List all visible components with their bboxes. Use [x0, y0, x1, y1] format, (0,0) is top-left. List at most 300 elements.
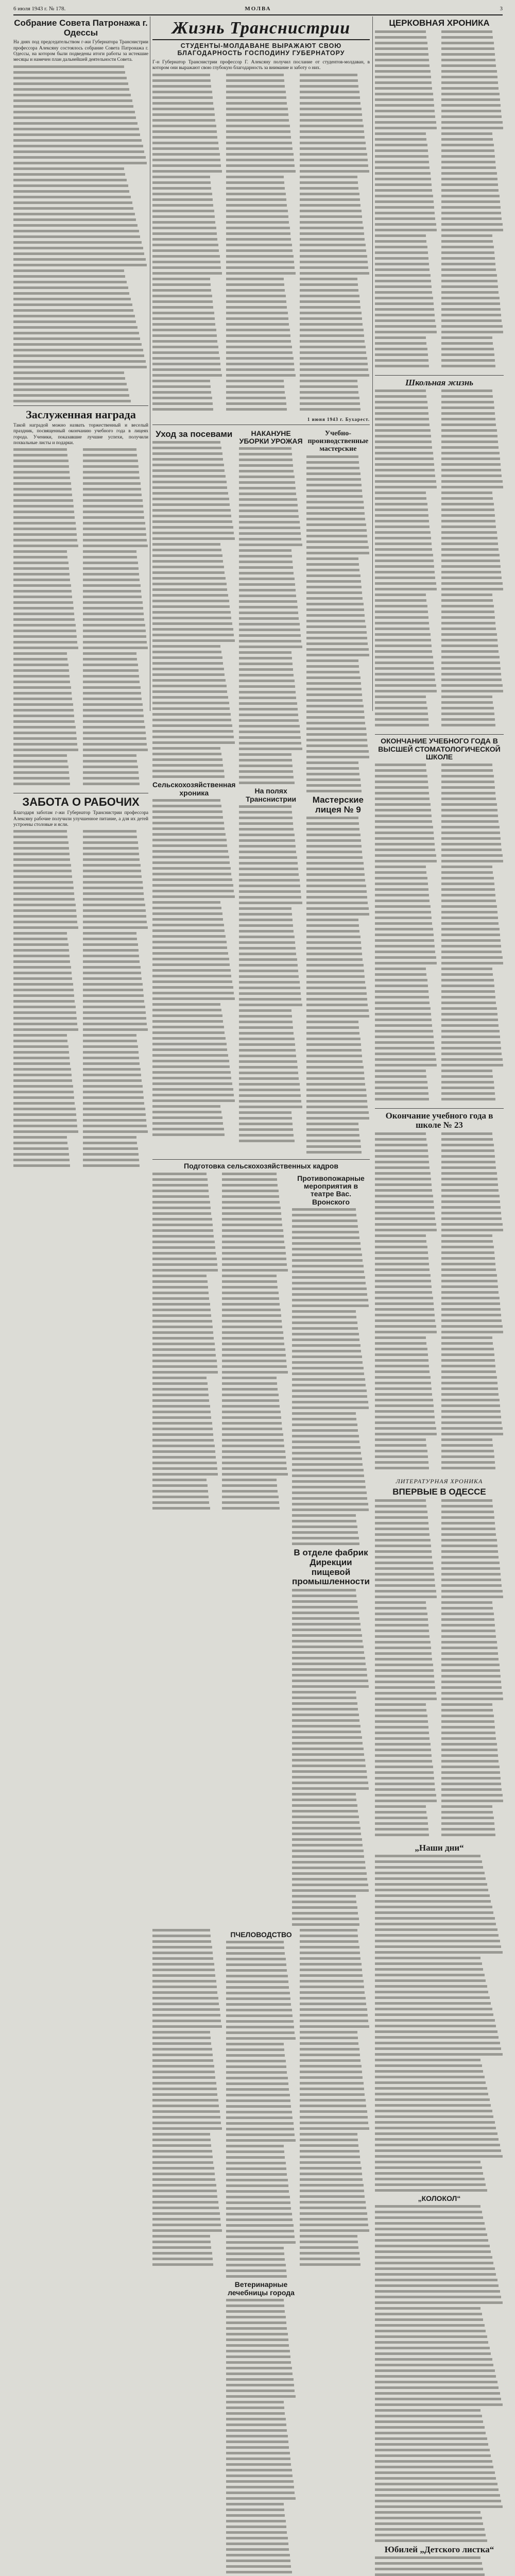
text-line [226, 2230, 294, 2232]
text-line [375, 2454, 491, 2457]
text-line [375, 1505, 426, 1507]
text-line [239, 515, 299, 518]
text-line [292, 1418, 356, 1420]
text-line [83, 938, 137, 940]
text-line [441, 1382, 497, 1384]
column-right [375, 16, 504, 2554]
text-line [441, 348, 494, 350]
text-line [375, 1579, 435, 1581]
text-line [292, 1282, 366, 1284]
text-line [222, 1269, 287, 1272]
text-line [222, 1207, 280, 1209]
text-line [375, 1291, 432, 1294]
text-line [292, 1872, 367, 1875]
text-line [441, 718, 495, 721]
text-line [83, 858, 140, 861]
text-line [441, 1081, 494, 1083]
text-line [152, 238, 217, 241]
text-line [441, 849, 502, 851]
text-line [300, 2020, 368, 2022]
text-line [441, 996, 495, 998]
text-line [375, 2534, 486, 2536]
text-line [239, 600, 297, 603]
text-line [226, 2116, 293, 2119]
text-line [152, 901, 220, 904]
text-line [226, 2299, 284, 2301]
text-line [226, 363, 294, 365]
text-line [375, 1064, 437, 1066]
text-line [375, 934, 434, 936]
text-line [13, 1062, 70, 1065]
text-line [375, 1251, 428, 1254]
text-line [83, 1102, 144, 1105]
text-line [375, 2047, 501, 2050]
text-line [152, 799, 220, 802]
text-line [375, 792, 429, 794]
text-line [375, 1257, 428, 1260]
text-line [306, 947, 362, 950]
text-line [152, 346, 218, 348]
text-line [226, 2207, 291, 2210]
text-line [300, 2252, 359, 2255]
text-line [152, 724, 232, 727]
text-line [375, 1522, 428, 1524]
text-line [375, 2144, 500, 2146]
text-line [441, 781, 494, 783]
text-line [226, 2179, 288, 2181]
text-line [152, 611, 231, 614]
text-line [13, 269, 124, 272]
text-line [13, 207, 133, 210]
article-body [152, 1929, 370, 2576]
text-line [441, 166, 496, 169]
text-line [152, 1360, 217, 1362]
text-line [152, 2173, 215, 2175]
text-line [226, 2122, 294, 2125]
text-line [375, 2030, 497, 2033]
text-line [292, 1776, 368, 1778]
text-line [83, 562, 138, 564]
text-line [441, 1607, 493, 1609]
text-line [239, 759, 291, 761]
text-line [226, 2384, 294, 2386]
text-line [152, 1462, 217, 1464]
text-line [152, 1116, 222, 1119]
text-line [222, 1467, 287, 1470]
text-line [13, 320, 136, 323]
text-line [152, 1128, 224, 1130]
text-line [441, 240, 493, 243]
text-line [222, 1173, 276, 1175]
text-line [375, 1771, 434, 1774]
text-line [375, 1024, 432, 1027]
text-line [306, 907, 369, 910]
text-line [152, 1071, 231, 1074]
text-line [375, 1760, 432, 1762]
text-line [239, 680, 294, 682]
text-line [441, 87, 499, 90]
text-line [375, 1686, 435, 1689]
text-line [226, 2531, 287, 2534]
text-line [300, 306, 360, 309]
article-title: Мастерские лицея № 9 [312, 794, 364, 815]
text-line [441, 900, 496, 902]
text-line [226, 2241, 296, 2244]
text-line [222, 1292, 278, 1294]
text-line [441, 144, 494, 146]
text-line [13, 465, 69, 468]
text-line [441, 1155, 495, 1158]
text-line [239, 498, 297, 501]
article-title: Собрание Совета Патронажа г. Одессы [14, 18, 148, 38]
article-body-col [13, 830, 79, 1170]
text-line [300, 2190, 364, 2192]
text-line [152, 1014, 222, 1017]
text-line [441, 1263, 495, 1265]
text-line [152, 1043, 227, 1045]
text-line [13, 573, 70, 575]
text-line [152, 696, 228, 699]
text-line [292, 1793, 356, 1795]
text-line [226, 2429, 287, 2432]
text-line [375, 860, 437, 862]
text-line [375, 2081, 486, 2084]
text-line [375, 628, 430, 630]
text-line [152, 503, 230, 506]
text-line [441, 1658, 499, 1660]
text-line [300, 357, 367, 360]
text-line [375, 1058, 436, 1061]
text-line [83, 579, 140, 581]
article-title: Юбилей „Детского листка“ [384, 2544, 494, 2554]
text-line [239, 856, 297, 859]
text-line [152, 289, 211, 292]
text-line [375, 1658, 432, 1660]
text-line [152, 391, 211, 394]
text-line [13, 658, 67, 660]
text-line [300, 408, 360, 411]
text-line [441, 917, 498, 919]
text-line [375, 246, 427, 248]
text-line [375, 2301, 503, 2304]
text-line [441, 1365, 495, 1367]
text-line [441, 480, 503, 483]
text-line [375, 1087, 428, 1089]
text-line [441, 1720, 494, 1723]
text-line [375, 1438, 426, 1441]
text-line [306, 1066, 364, 1069]
text-line [226, 295, 286, 297]
text-line [375, 1968, 483, 1971]
text-line [375, 514, 428, 517]
text-line [306, 642, 368, 645]
text-line [13, 1102, 75, 1105]
text-line [375, 440, 432, 443]
text-line [441, 1590, 503, 1592]
text-line [13, 938, 67, 940]
text-line [239, 697, 296, 699]
text-line [375, 389, 426, 392]
text-line [375, 2132, 497, 2135]
text-line [441, 894, 495, 896]
text-line [441, 1427, 503, 1430]
text-line [292, 1520, 356, 1522]
text-line [375, 2059, 480, 2061]
text-line [375, 769, 426, 772]
text-line [13, 383, 127, 385]
text-line [441, 928, 500, 930]
text-line [375, 1715, 427, 1717]
text-line [441, 1053, 502, 1055]
text-line [152, 1094, 234, 1096]
text-line [375, 962, 437, 964]
text-line [292, 1748, 364, 1750]
text-line [83, 550, 136, 553]
text-line [83, 675, 139, 677]
text-line [152, 244, 218, 246]
text-line [152, 719, 231, 721]
text-line [306, 981, 366, 984]
text-line [375, 1996, 490, 1999]
text-line [375, 2364, 493, 2366]
text-line [306, 1151, 362, 1154]
text-line [83, 909, 146, 912]
text-line [441, 418, 495, 420]
text-line [13, 128, 139, 130]
text-line [83, 658, 137, 660]
text-line [152, 2116, 220, 2119]
text-line [375, 1783, 435, 1785]
text-line [300, 2042, 358, 2045]
text-line [441, 1732, 495, 1734]
text-line [226, 2418, 286, 2420]
text-line [83, 539, 147, 541]
text-line [375, 1461, 428, 1464]
text-line [239, 953, 296, 955]
text-line [375, 1036, 434, 1038]
text-line [441, 1302, 500, 1305]
text-line [292, 1906, 357, 1909]
text-line [152, 142, 218, 144]
text-line [300, 1986, 364, 1988]
text-line [152, 397, 212, 399]
text-line [300, 385, 358, 388]
text-line [306, 1134, 360, 1137]
text-line [441, 945, 501, 947]
text-line [226, 2412, 285, 2415]
text-line [152, 1111, 221, 1113]
text-line [441, 212, 501, 214]
text-line [306, 1055, 362, 1057]
text-line [152, 935, 226, 938]
text-line [441, 888, 495, 891]
article-body [152, 74, 370, 416]
text-line [239, 765, 293, 767]
text-line [441, 1268, 496, 1271]
text-line [441, 820, 499, 823]
text-line [375, 1132, 426, 1135]
text-line [441, 1285, 498, 1288]
text-line [152, 1399, 209, 1402]
text-line [375, 985, 428, 987]
text-line [13, 892, 74, 895]
text-line [83, 732, 146, 734]
text-line [375, 707, 427, 709]
text-line [152, 634, 234, 636]
text-line [441, 1455, 494, 1458]
text-line [441, 127, 503, 129]
text-line [300, 119, 363, 122]
text-line [152, 986, 233, 989]
text-line [375, 2042, 500, 2044]
text-line [152, 532, 234, 534]
text-line [375, 2392, 500, 2395]
text-line [441, 860, 503, 862]
text-line [441, 183, 498, 186]
text-line [300, 85, 358, 88]
text-line [152, 560, 223, 563]
text-line [441, 59, 495, 61]
text-line [441, 1058, 503, 1061]
text-line [239, 651, 291, 654]
text-line [300, 2241, 358, 2243]
text-line [226, 210, 288, 212]
text-line [239, 629, 300, 631]
text-line [222, 1365, 287, 1368]
text-line [375, 639, 431, 641]
text-line [226, 227, 290, 229]
text-line [13, 830, 67, 833]
text-line [152, 1377, 207, 1379]
text-line [152, 1507, 210, 1510]
text-line [239, 1049, 296, 1052]
text-line [306, 671, 360, 673]
text-line [13, 360, 146, 363]
text-line [226, 2065, 286, 2068]
text-line [375, 1189, 432, 1192]
text-line [226, 2560, 290, 2562]
text-line [441, 1461, 495, 1464]
text-line [375, 308, 434, 311]
text-line [375, 1957, 480, 1959]
text-line [441, 1450, 494, 1452]
text-line [152, 810, 222, 813]
text-line [300, 312, 362, 314]
text-line [152, 1957, 213, 1960]
text-line [441, 543, 498, 545]
text-line [152, 639, 235, 642]
text-line [239, 851, 296, 853]
text-line [152, 380, 210, 382]
text-line [152, 1082, 232, 1085]
text-line [239, 1015, 291, 1018]
text-line [441, 809, 497, 811]
text-line [13, 275, 125, 278]
text-line [375, 2437, 487, 2440]
text-line [375, 1092, 428, 1095]
text-line [375, 1866, 483, 1869]
text-line [226, 2043, 284, 2045]
text-line [306, 1106, 368, 1108]
text-line [13, 943, 68, 946]
text-line [375, 463, 434, 466]
text-line [226, 261, 294, 263]
text-line [13, 349, 143, 351]
text-line [83, 681, 140, 683]
text-line [441, 1314, 501, 1316]
text-line [83, 528, 146, 530]
text-line [239, 1009, 291, 1012]
text-line [306, 529, 367, 532]
text-line [226, 181, 284, 184]
text-line [375, 2284, 499, 2287]
text-line [375, 968, 426, 970]
text-line [375, 285, 432, 288]
text-line [222, 1331, 283, 1334]
column-divider [372, 16, 373, 711]
text-line [152, 1297, 209, 1300]
text-line [375, 616, 428, 619]
text-line [300, 2088, 364, 2090]
text-line [13, 377, 125, 380]
text-line [375, 611, 428, 613]
text-line [441, 1828, 495, 1831]
text-line [222, 1473, 287, 1476]
text-line [375, 1098, 429, 1100]
text-line [441, 149, 494, 152]
text-line [152, 1940, 211, 1943]
text-line [441, 1545, 497, 1547]
text-line [152, 1303, 210, 1306]
text-line [441, 1562, 500, 1564]
text-line [306, 569, 360, 571]
divider [375, 375, 504, 376]
text-line [441, 922, 499, 925]
text-line [226, 2401, 284, 2403]
text-line [13, 1091, 74, 1093]
text-line [300, 1991, 365, 1994]
text-line [152, 2065, 214, 2067]
text-line [152, 486, 227, 489]
text-line [226, 2463, 291, 2466]
article-body-col [441, 389, 504, 730]
text-line [375, 2070, 483, 2073]
text-line [222, 1195, 279, 1198]
text-line [441, 1183, 498, 1186]
text-line [13, 184, 128, 187]
text-line [300, 402, 360, 405]
text-line [306, 1145, 361, 1148]
text-line [226, 2492, 295, 2494]
text-line [292, 1543, 359, 1545]
text-line [152, 1980, 216, 1982]
text-line [441, 1421, 502, 1424]
text-line [441, 1370, 496, 1373]
text-line [226, 1969, 287, 1972]
text-line [441, 268, 496, 271]
text-line [375, 1444, 426, 1447]
text-line [375, 2250, 491, 2253]
text-line [152, 1337, 214, 1340]
text-line [152, 108, 214, 110]
text-line [441, 331, 503, 333]
text-line [306, 1026, 359, 1029]
text-line [441, 1596, 503, 1598]
text-line [83, 698, 142, 700]
text-line [152, 884, 233, 887]
text-line [222, 1394, 278, 1396]
text-line [226, 142, 292, 144]
